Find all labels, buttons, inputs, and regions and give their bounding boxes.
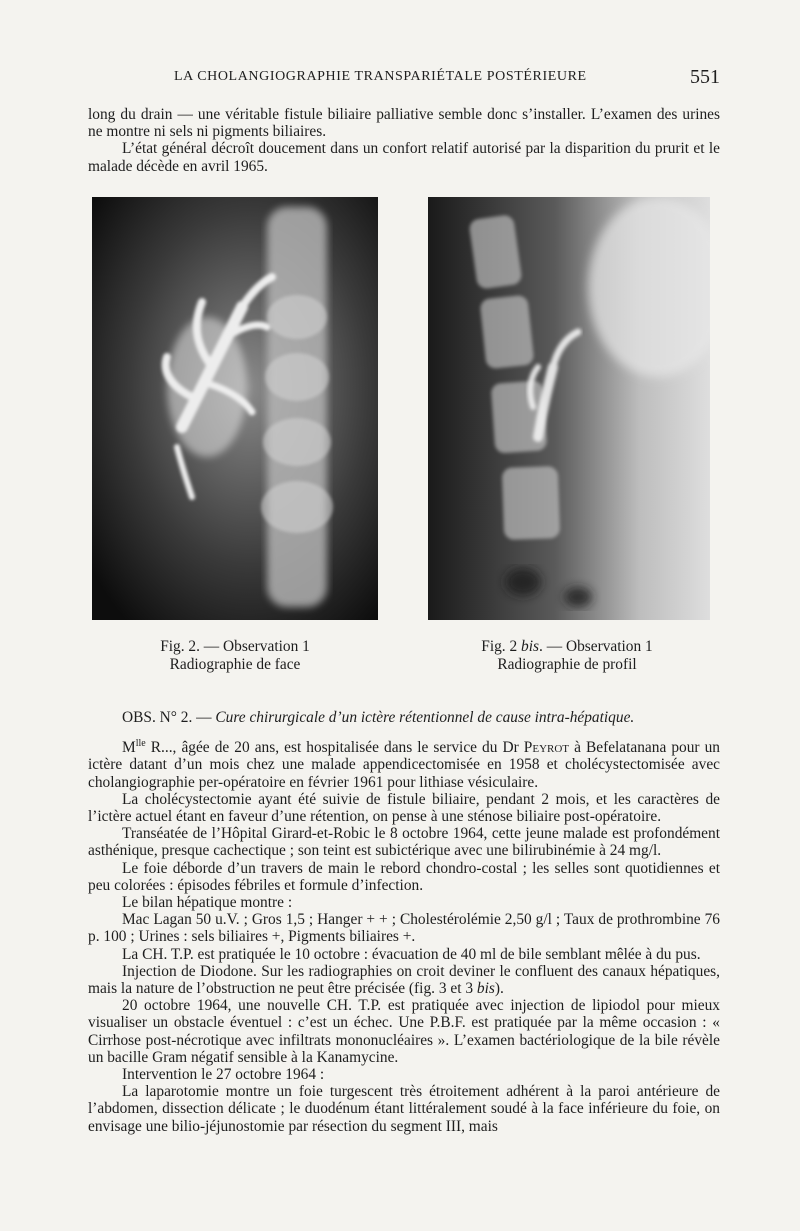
figure-2-label: Fig. 2. — Observation 1: [160, 638, 310, 655]
running-title: LA CHOLANGIOGRAPHIE TRANSPARIÉTALE POSTÉRIEURE: [174, 69, 587, 84]
radiograph-front-image: [92, 197, 378, 620]
obs-paragraph-5: Le bilan hépatique montre :: [122, 893, 293, 911]
running-header: [90, 66, 720, 92]
intro-text: [88, 106, 720, 175]
figure-2-bis-radiograph: [428, 197, 710, 620]
observation-number: OBS. N° 2. —: [122, 709, 216, 726]
obs-paragraph-3: Transéatée de l’Hôpital Girard-et-Robic le 8 octobre 1964, cette jeune malade est profondément asthénique, presque cachectique ; son teint est subictérique avec une bilirubinémie à 24 mg/l.: [88, 825, 720, 860]
obs-paragraph-4: Le foie déborde d’un travers de main le rebord chondro-costal ; les selles sont quotidiennes et peu colorées : épisodes fébriles et formule d’infection.: [88, 859, 720, 894]
figure-2-bis-label-prefix: Fig. 2: [481, 638, 522, 655]
obs-p8-b: ).: [494, 979, 504, 997]
obs-paragraph-11: La laparotomie montre un foie turgescent très étroitement adhérent à la paroi antérieure de l’abdomen, dissection délicate ; le duodénum étant littéralement soudé à la face inférieure du foie, on envisage une bilio-jéjunostomie par résection du segment III, mais: [88, 1083, 720, 1135]
obs-p8-bis: bis: [476, 979, 495, 997]
figure-2-caption: [130, 638, 340, 674]
observation-heading: [122, 709, 720, 727]
obs-paragraph-9: 20 octobre 1964, une nouvelle CH. T.P. est pratiquée avec injection de lipiodol pour mieux visualiser un obstacle éventuel : c’est un échec. Une P.B.F. est pratiquée par la même occasion : « Cirrhose post-nécrotique avec infiltrats mononucléaires ». L’examen bactériologique de la bile révèle un bacille Gram négatif sensible à la Kanamycine.: [88, 997, 720, 1066]
intro-paragraph-2: L’état général décroît doucement dans un confort relatif autorisé par la disparition du prurit et le malade décède en avril 1965.: [88, 140, 720, 175]
figure-2-bis-label-suffix: . — Observation 1: [539, 638, 653, 655]
obs-paragraph-2: La cholécystectomie ayant été suivie de fistule biliaire, pendant 2 mois, et les caractères de l’ictère actuel étant en faveur d’une rétention, on pense à une sténose biliaire post-opératoire.: [88, 790, 720, 825]
figure-2-radiograph: [92, 197, 378, 620]
radiograph-profile-image: [428, 197, 710, 620]
obs-p1-a: M: [122, 739, 136, 757]
obs-p1-b: R..., âgée de 20 ans, est hospitalisée dans le service du Dr: [145, 739, 524, 757]
obs-paragraph-7: La CH. T.P. est pratiquée le 10 octobre : évacuation de 40 ml de bile semblant mêlée à du pus.: [122, 945, 701, 963]
observation-title: Cure chirurgicale d’un ictère rétentionnel de cause intra-hépatique.: [215, 709, 635, 726]
figure-2-subtitle: Radiographie de face: [169, 656, 301, 673]
obs-p8-a: Injection de Diodone. Sur les radiographies on croit deviner le confluent des canaux hépatiques, mais la nature de l’obstruction ne peut être précisée (fig. 3 et 3: [88, 962, 720, 997]
obs-p1-sup: lle: [135, 738, 146, 749]
obs-paragraph-1: [88, 735, 720, 791]
figure-2-bis-label: [455, 638, 679, 656]
figure-2-bis-label-bis: bis: [521, 638, 540, 655]
figure-2-bis-subtitle: Radiographie de profil: [497, 656, 637, 673]
page-number: 551: [690, 66, 720, 88]
intro-paragraph-1: long du drain — une véritable fistule biliaire palliative semble donc s’installer. L’examen des urines ne montre ni sels ni pigments biliaires.: [88, 106, 720, 141]
observation-body: [88, 735, 720, 1135]
obs-paragraph-8: [88, 963, 720, 997]
obs-p1-c: à Befelatanana pour un ictère datant d’un mois chez une malade appendicectomisée en 1958 et cholécystectomisée avec cholangiographie per-opératoire en février 1961 pour lithiase vésiculaire.: [88, 739, 720, 791]
obs-paragraph-10: Intervention le 27 octobre 1964 :: [122, 1065, 325, 1083]
obs-p1-name: Peyrot: [523, 739, 570, 757]
figure-2-bis-caption: [455, 638, 679, 674]
obs-paragraph-6: Mac Lagan 50 u.V. ; Gros 1,5 ; Hanger + + ; Cholestérolémie 2,50 g/l ; Taux de prothrombine 76 p. 100 ; Urines : sels biliaires +, Pigments biliaires +.: [88, 911, 720, 946]
